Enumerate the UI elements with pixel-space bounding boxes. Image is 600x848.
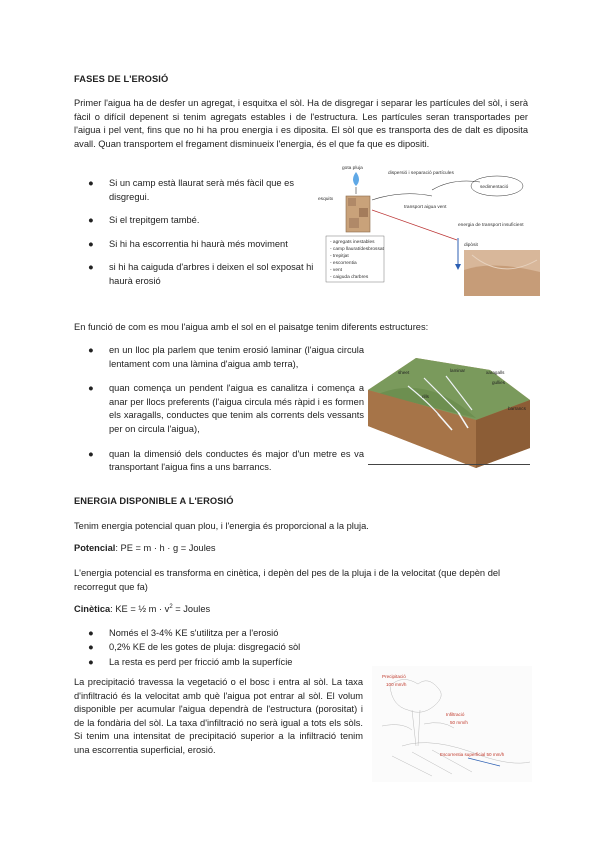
rain-drop-icon xyxy=(353,172,359,186)
water-structures-bullet-list xyxy=(74,344,364,475)
cause-item: - escorrentia xyxy=(330,261,357,266)
label-dispersion: dispersió i separació partícules xyxy=(388,171,454,176)
cause-item: - camp llaurat/desbrossat xyxy=(330,247,384,252)
label-infiltration-rate: 50 mm/h xyxy=(450,720,468,725)
erosion-phases-bullet-list xyxy=(74,177,314,289)
label-barrancs: barrancs xyxy=(508,406,526,411)
list-item: ● La resta es perd per fricció amb la superfície xyxy=(74,655,474,669)
infiltration-diagram xyxy=(372,666,532,782)
water-structures-intro: En funció de com es mou l'aigua amb el sol en el paisatge tenim diferents estructures: xyxy=(74,322,429,332)
label-insufficient-energy: energia de transport insuficient xyxy=(458,223,524,228)
bullet-icon: ● xyxy=(88,238,94,249)
label-laminar: laminar xyxy=(450,368,466,373)
potential-energy-formula: Potencial: PE = m · h · g = Joules xyxy=(74,543,216,553)
label-precipitation: Precipitació xyxy=(382,674,406,679)
label-sedimentation: sedimentació xyxy=(480,185,509,190)
label-deposit: dipòsit xyxy=(464,243,478,248)
cause-item: - vent xyxy=(330,268,342,273)
kinetic-energy-bullet-list xyxy=(74,626,474,669)
cause-item: - agregats inestables xyxy=(330,240,375,245)
kinetic-energy-formula: Cinètica: KE = ½ $m \cdot v^2$ = Joules xyxy=(74,603,211,614)
section-heading-erosion-phases: FASES DE L'EROSIÓ xyxy=(74,74,169,84)
list-item: ● si hi ha caiguda d'arbres i deixen el sol exposat hi haurà erosió xyxy=(88,262,314,286)
label-gullies: gullies xyxy=(492,380,506,385)
bullet-icon: ● xyxy=(88,178,94,188)
erosion-phases-paragraph: Primer l'aigua ha de desfer un agregat, i esquitxa el sòl. Ha de disgregar i separar les partícules del sòl, i serà fàcil o difícil depenent si tenim agregats estables i de l'estructura. Les partícules seran transportades per l'aigua i pel vent, fins que no hi ha prou energia i es diposita. El sòl que es transporta des de dalt es diposita avall. Quan transportem el fregament disminueix l'energia, és el que fa que es dipositi. xyxy=(74,98,528,149)
label-xaragalls: xaragalls xyxy=(486,370,505,375)
bullet-icon: ● xyxy=(88,448,94,459)
bullet-icon: ● xyxy=(88,628,94,638)
list-item: ● quan comença un pendent l'aigua es canalitza i comença a anar per llocs preferents (l'aigua circula més ràpid i es formen els xaragalls, conductes que tenim als corrents dels vessants per on circula l'aigua), xyxy=(88,383,364,434)
transport-arrow-icon xyxy=(372,210,457,240)
list-item: ● quan la dimensió dels conductes és major d'un metre es va transportant l'aigua fins a uns barrancs. xyxy=(88,448,364,473)
label-infiltration: Infiltració xyxy=(446,712,465,717)
section-heading-energy: ENERGIA DISPONIBLE A L'EROSIÓ xyxy=(74,496,234,506)
infiltration-paragraph: La precipitació travessa la vegetació o el bosc i entra al sòl. La taxa d'infiltració és la velocitat amb què l'aigua pot entrar al sòl. El volum disponible per acumular l'aigua dependrà de l'estructura (porositat) i de la fondària del sòl. La taxa d'infiltració no serà igual a tots els sòls. Si tenim una intensitat de precipitació superior a la infiltració tenim una escorrentia superficial, erosió. xyxy=(74,677,363,755)
erosion-terrain-diagram xyxy=(368,344,530,470)
bullet-icon: ● xyxy=(88,656,94,667)
bullet-icon: ● xyxy=(88,383,94,394)
label-rills: rills xyxy=(422,394,429,399)
cause-item: - trepitjat xyxy=(330,254,349,259)
list-item: ● 0,2% KE de les gotes de pluja: disgregació sòl xyxy=(74,640,474,654)
list-item: ● Només el 3-4% KE s'utilitza per a l'erosió xyxy=(74,626,474,640)
bullet-icon: ● xyxy=(88,262,94,273)
label-rain-drop: gota pluja xyxy=(342,166,363,171)
label-runoff: Escorrentia superficial 50 mm/h xyxy=(440,752,505,757)
list-item: ● en un lloc pla parlem que tenim erosió laminar (l'aigua circula lentament com una làmina d'aigua amb terra), xyxy=(88,345,364,369)
list-item: ● Si el trepitgem també. xyxy=(74,214,314,228)
bullet-icon: ● xyxy=(88,215,94,226)
cause-item: - caiguda d'arbres xyxy=(330,275,369,280)
energy-intro: Tenim energia potencial quan plou, i l'energia és proporcional a la pluja. xyxy=(74,521,369,531)
label-sheet: sheet xyxy=(398,370,410,375)
erosion-phases-diagram xyxy=(312,160,542,298)
label-transport: transport aigua vent xyxy=(404,205,447,210)
list-item: ● Si un camp està llaurat serà més fàcil que es disgregui. xyxy=(88,178,294,202)
label-splash: esquitx xyxy=(318,197,334,202)
bullet-icon: ● xyxy=(88,642,94,653)
bullet-icon: ● xyxy=(88,345,94,355)
label-precipitation-rate: 100 mm/h xyxy=(386,682,407,687)
energy-transform-paragraph: L'energia potencial es transforma en cinètica, i depèn del pes de la pluja i de la velocitat (que depèn del recorregut que fa) xyxy=(74,568,501,592)
list-item: ● Si hi ha escorrentia hi haurà més moviment xyxy=(74,238,314,252)
